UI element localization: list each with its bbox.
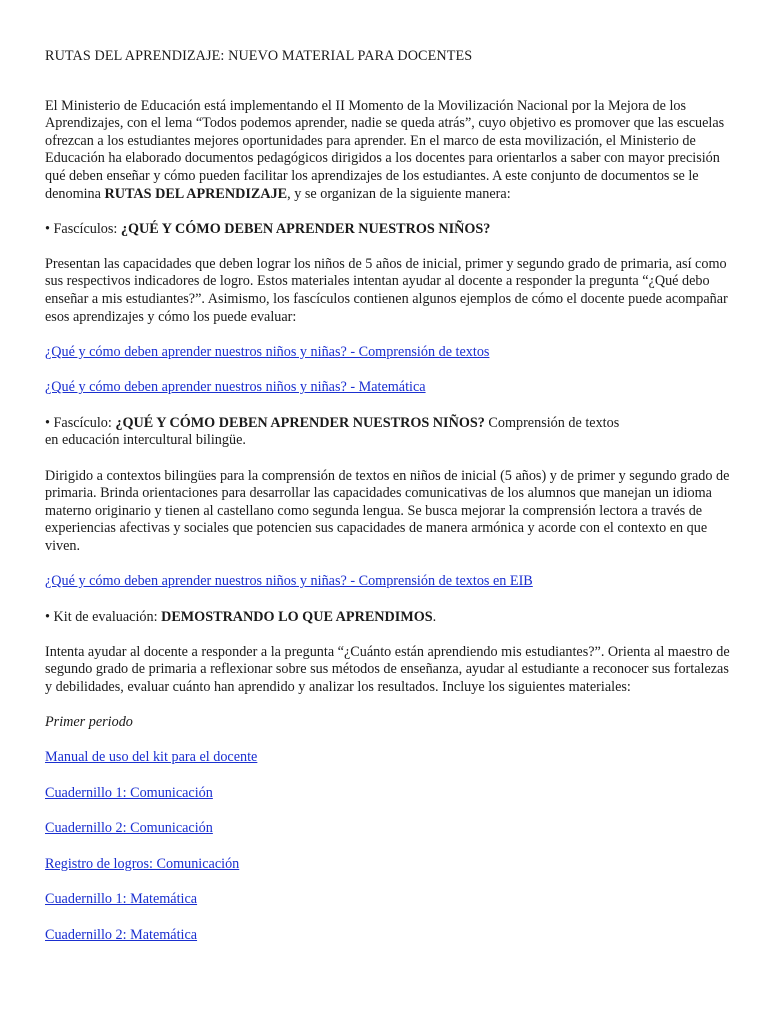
link-comprension-textos[interactable]: ¿Qué y cómo deben aprender nuestros niños y niñas? - Comprensión de textos <box>45 343 490 360</box>
link-cuadernillo1-comunicacion[interactable]: Cuadernillo 1: Comunicación <box>45 784 213 801</box>
intro-text: El Ministerio de Educación está implementando el II Momento de la Movilización Nacional por la Mejora de los Aprendizajes, con el lema “Todos podemos aprender, nadie se queda atrás”, cuyo objetivo es promover que las escuelas ofrezcan a los estudiantes mejores oportunidades para aprender. En el marco de esta movilización, el Ministerio de Educación ha elaborado documentos pedagógicos dirigidos a los docentes para orientarlos a saber con mayor precisión qué deben enseñar y cómo pueden facilitar los aprendizajes de los estudiantes. A este conjunto de documentos se le denomina <box>45 97 725 202</box>
intro-text-end: , y se organizan de la siguiente manera: <box>287 185 511 202</box>
section1-prefix: • Fascículos: <box>45 220 121 237</box>
link-cuadernillo2-comunicacion[interactable]: Cuadernillo 2: Comunicación <box>45 820 213 837</box>
document-page <box>45 48 735 963</box>
intro-bold-term: RUTAS DEL APRENDIZAJE <box>104 185 288 202</box>
section2-prefix: • Fascículo: <box>45 414 116 431</box>
section3-suffix: . <box>432 608 437 625</box>
section3-heading <box>45 609 735 627</box>
link-manual-kit[interactable]: Manual de uso del kit para el docente <box>45 749 258 766</box>
section1-heading <box>45 221 735 239</box>
link-registro-logros-comunicacion[interactable]: Registro de logros: Comunicación <box>45 855 240 872</box>
section2-heading <box>45 415 735 450</box>
section2-suffix: Comprensión de textos <box>484 414 620 431</box>
section1-description: Presentan las capacidades que deben lograr los niños de 5 años de inicial, primer y segundo grado de primaria, así como sus respectivos indicadores de logro. Estos materiales intentan ayudar al docente a responder la pregunta “¿Qué debo enseñar a mis estudiantes?”. Asimismo, los fascículos contienen algunos ejemplos de cómo el docente puede acompañar esos aprendizajes y cómo los puede evaluar: <box>45 255 728 325</box>
link-comprension-textos-eib[interactable]: ¿Qué y cómo deben aprender nuestros niños y niñas? - Comprensión de textos en EIB <box>45 572 533 589</box>
intro-paragraph <box>45 98 735 204</box>
section3-bold-title: DEMOSTRANDO LO QUE APRENDIMOS <box>161 608 433 625</box>
section1-bold-title: ¿QUÉ Y CÓMO DEBEN APRENDER NUESTROS NIÑOS? <box>120 220 491 237</box>
section2-suffix-line2: en educación intercultural bilingüe. <box>45 432 246 449</box>
period-label: Primer periodo <box>45 713 133 730</box>
section3-description: Intenta ayudar al docente a responder a la pregunta “¿Cuánto están aprendiendo mis estudiantes?”. Orienta al maestro de segundo grado de primaria a reflexionar sobre sus métodos de enseñanza, ayudar al estudiante a reconocer sus fortalezas y debilidades, evaluar cuánto han aprendido y analizar los resultados. Incluye los siguientes materiales: <box>45 643 730 695</box>
section3-prefix: • Kit de evaluación: <box>45 608 162 625</box>
link-cuadernillo2-matematica[interactable]: Cuadernillo 2: Matemática <box>45 927 198 943</box>
section2-bold-title: ¿QUÉ Y CÓMO DEBEN APRENDER NUESTROS NIÑOS? <box>115 414 485 431</box>
link-cuadernillo1-matematica[interactable]: Cuadernillo 1: Matemática <box>45 891 198 908</box>
document-title: RUTAS DEL APRENDIZAJE: NUEVO MATERIAL PARA DOCENTES <box>45 48 473 64</box>
section2-description: Dirigido a contextos bilingües para la comprensión de textos en niños de inicial (5 años) y de primer y segundo grado de primaria. Brinda orientaciones para desarrollar las capacidades comunicativas de los alumnos que manejan un idioma materno originario y tienen al castellano como segunda lengua. Se busca mejorar la comprensión lectora a través de experiencias afectivas y sociales que potencien sus capacidades de manera armónica y acorde con el contexto en que viven. <box>45 467 730 554</box>
link-matematica[interactable]: ¿Qué y cómo deben aprender nuestros niños y niñas? - Matemática <box>45 379 426 396</box>
